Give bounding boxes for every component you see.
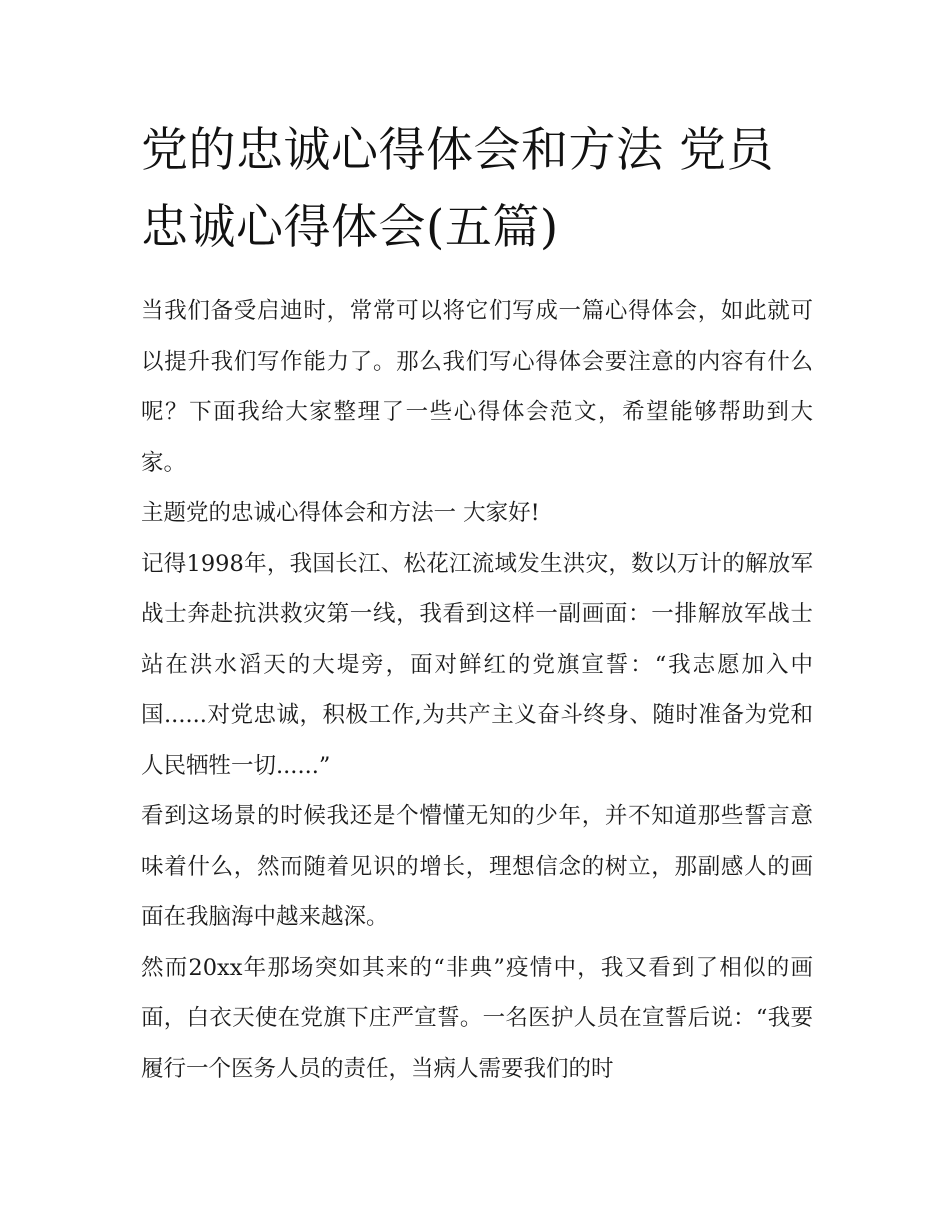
document-title: 党的忠诚心得体会和方法 党员忠诚心得体会(五篇) bbox=[141, 123, 774, 255]
paragraph-sars-memory: 然而20xx年那场突如其来的“非典”疫情中，我又看到了相似的画面，白衣天使在党旗下庄严宣誓。一名医护人员在宣誓后说：“我要履行一个医务人员的责任，当病人需要我们的时 bbox=[141, 954, 813, 1082]
paragraph-youth-reflection: 看到这场景的时候我还是个懵懂无知的少年，并不知道那些誓言意味着什么，然而随着见识的增长，理想信念的树立，那副感人的画面在我脑海中越来越深。 bbox=[141, 803, 813, 930]
paragraph-heading-one: 主题党的忠诚心得体会和方法一 大家好! bbox=[141, 500, 540, 526]
document-content bbox=[141, 112, 813, 1094]
paragraph-intro: 当我们备受启迪时，常常可以将它们写成一篇心得体会，如此就可以提升我们写作能力了。那么我们写心得体会要注意的内容有什么呢？下面我给大家整理了一些心得体会范文，希望能够帮助到大家。 bbox=[141, 298, 813, 476]
paragraph-flood-memory: 记得1998年，我国长江、松花江流域发生洪灾，数以万计的解放军战士奔赴抗洪救灾第一线，我看到这样一副画面：一排解放军战士站在洪水滔天的大堤旁，面对鲜红的党旗宣誓：“我志愿加入中国......对党忠诚，积极工作,为共产主义奋斗终身、随时准备为党和人民牺牲一切......” bbox=[141, 550, 813, 779]
document-body bbox=[141, 286, 813, 1094]
